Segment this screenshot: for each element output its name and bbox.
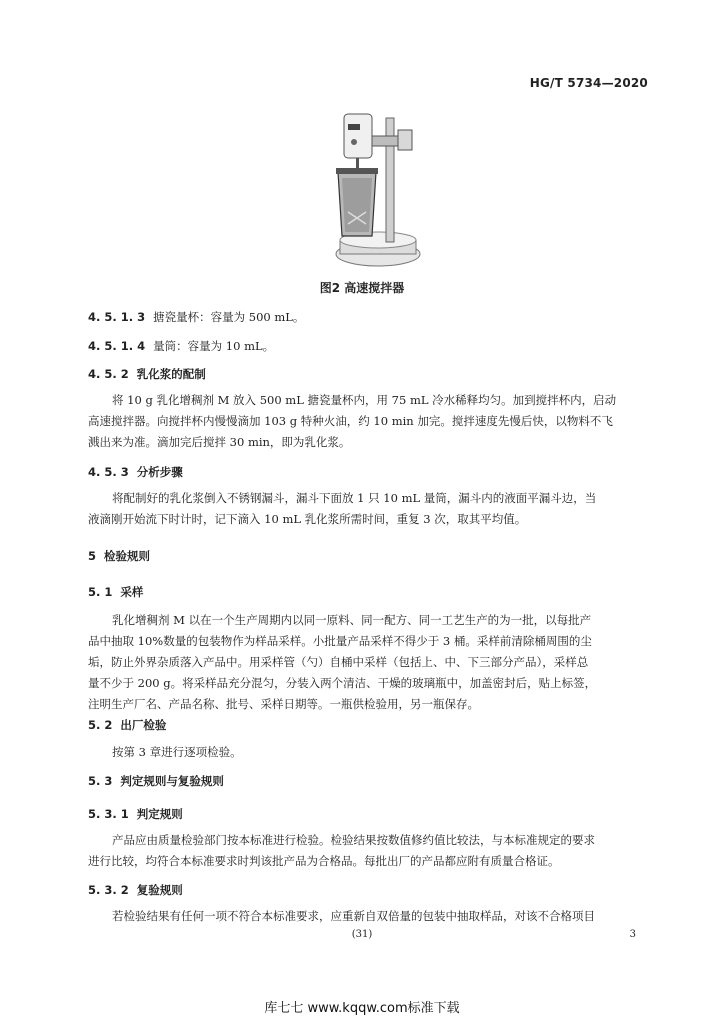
section-number: 5 bbox=[88, 549, 97, 563]
paragraph-sampling bbox=[88, 610, 648, 715]
section-4-5-2-heading bbox=[88, 366, 206, 382]
section-title: 判定规则 bbox=[136, 807, 183, 821]
paragraph-line: 进行比较，均符合本标准要求时判该批产品为合格品。每批出厂的产品都应附有质量合格证。 bbox=[88, 854, 560, 868]
paragraph-line: 量不少于 200 g。将采样品充分混匀，分装入两个清洁、干燥的玻璃瓶中，加盖密封后，贴上标签， bbox=[88, 676, 597, 690]
section-number: 5. 1 bbox=[88, 585, 113, 599]
document-number: HG/T 5734—2020 bbox=[529, 76, 648, 90]
paragraph-line: 液滴刚开始流下时计时，记下滴入 10 mL 乳化浆所需时间，重复 3 次，取其平均值。 bbox=[88, 512, 527, 526]
paragraph-line: 产品应由质量检验部门按本标准进行检验。检验结果按数值修约值比较法，与本标准规定的要求 bbox=[112, 833, 595, 847]
section-4-5-3-heading bbox=[88, 464, 183, 480]
paragraph-line: 将 10 g 乳化增稠剂 M 放入 500 mL 搪瓷量杯内，用 75 mL 冷水稀释均匀。加到搅拌杯内，启动 bbox=[112, 393, 617, 407]
section-title: 采样 bbox=[120, 585, 144, 599]
figure-caption: 图2 高速搅拌器 bbox=[319, 281, 405, 295]
section-5-2-heading bbox=[88, 717, 166, 733]
section-title: 检验规则 bbox=[104, 549, 151, 563]
section-5-3-1-heading bbox=[88, 806, 183, 822]
paragraph-line: 若检验结果有任何一项不符合本标准要求，应重新自双倍量的包装中抽取样品，对该不合格项目 bbox=[112, 909, 595, 923]
section-5-1-heading bbox=[88, 584, 143, 600]
section-5-3-2-heading bbox=[88, 882, 183, 898]
high-speed-stirrer-illustration bbox=[328, 100, 434, 272]
section-4-5-1-3 bbox=[88, 309, 304, 325]
paragraph-line: 注明生产厂名、产品名称、批号、采样日期等。一瓶供检验用，另一瓶保存。 bbox=[88, 697, 479, 711]
paragraph-factory-inspection bbox=[88, 742, 648, 763]
section-title: 乳化浆的配制 bbox=[136, 367, 206, 381]
section-number: 4. 5. 2 bbox=[88, 367, 129, 381]
paragraph-line: 按第 3 章进行逐项检验。 bbox=[112, 745, 242, 759]
section-number: 5. 3 bbox=[88, 774, 113, 788]
paragraph-line: 乳化增稠剂 M 以在一个生产周期内以同一原料、同一配方、同一工艺生产的为一批，以每批产 bbox=[112, 613, 592, 627]
paragraph-emulsion-preparation bbox=[88, 390, 648, 453]
section-title: 判定规则与复验规则 bbox=[120, 774, 224, 788]
section-5-3-heading bbox=[88, 773, 224, 789]
section-number: 5. 3. 2 bbox=[88, 883, 129, 897]
section-4-5-1-4 bbox=[88, 338, 274, 354]
section-number: 4. 5. 3 bbox=[88, 465, 129, 479]
paragraph-line: 将配制好的乳化浆倒入不锈钢漏斗，漏斗下面放 1 只 10 mL 量筒，漏斗内的液面平漏斗边，当 bbox=[112, 491, 597, 505]
section-number: 4. 5. 1. 3 bbox=[88, 310, 146, 324]
section-text: 搪瓷量杯：容量为 500 mL。 bbox=[153, 310, 305, 324]
section-number: 4. 5. 1. 4 bbox=[88, 339, 146, 353]
section-5-heading bbox=[88, 548, 150, 564]
paragraph-reinspection-rules bbox=[88, 906, 648, 927]
section-number: 5. 3. 1 bbox=[88, 807, 129, 821]
paragraph-line: 品中抽取 10%数量的包装物作为样品采样。小批量产品采样不得少于 3 桶。采样前清除桶周围的尘 bbox=[88, 634, 592, 648]
download-site-watermark[interactable]: 库七七 www.kqqw.com标准下载 bbox=[264, 1001, 460, 1016]
footer-page-number-center: (31) bbox=[351, 929, 373, 940]
section-title: 分析步骤 bbox=[136, 465, 183, 479]
paragraph-judgment-rules bbox=[88, 830, 648, 872]
section-number: 5. 2 bbox=[88, 718, 113, 732]
section-title: 复验规则 bbox=[136, 883, 183, 897]
paragraph-analysis-steps bbox=[88, 488, 648, 530]
footer-page-number-right: 3 bbox=[629, 929, 636, 940]
paragraph-line: 垢，防止外界杂质落入产品中。用采样管（勺）自桶中采样（包括上、中、下三部分产品），采样总 bbox=[88, 655, 589, 669]
paragraph-line: 溅出来为准。滴加完后搅拌 30 min，即为乳化浆。 bbox=[88, 435, 351, 449]
section-title: 出厂检验 bbox=[120, 718, 167, 732]
paragraph-line: 高速搅拌器。向搅拌杯内慢慢滴加 103 g 特种火油，约 10 min 加完。搅拌速度先慢后快，以物料不飞 bbox=[88, 414, 613, 428]
section-text: 量筒：容量为 10 mL。 bbox=[153, 339, 275, 353]
